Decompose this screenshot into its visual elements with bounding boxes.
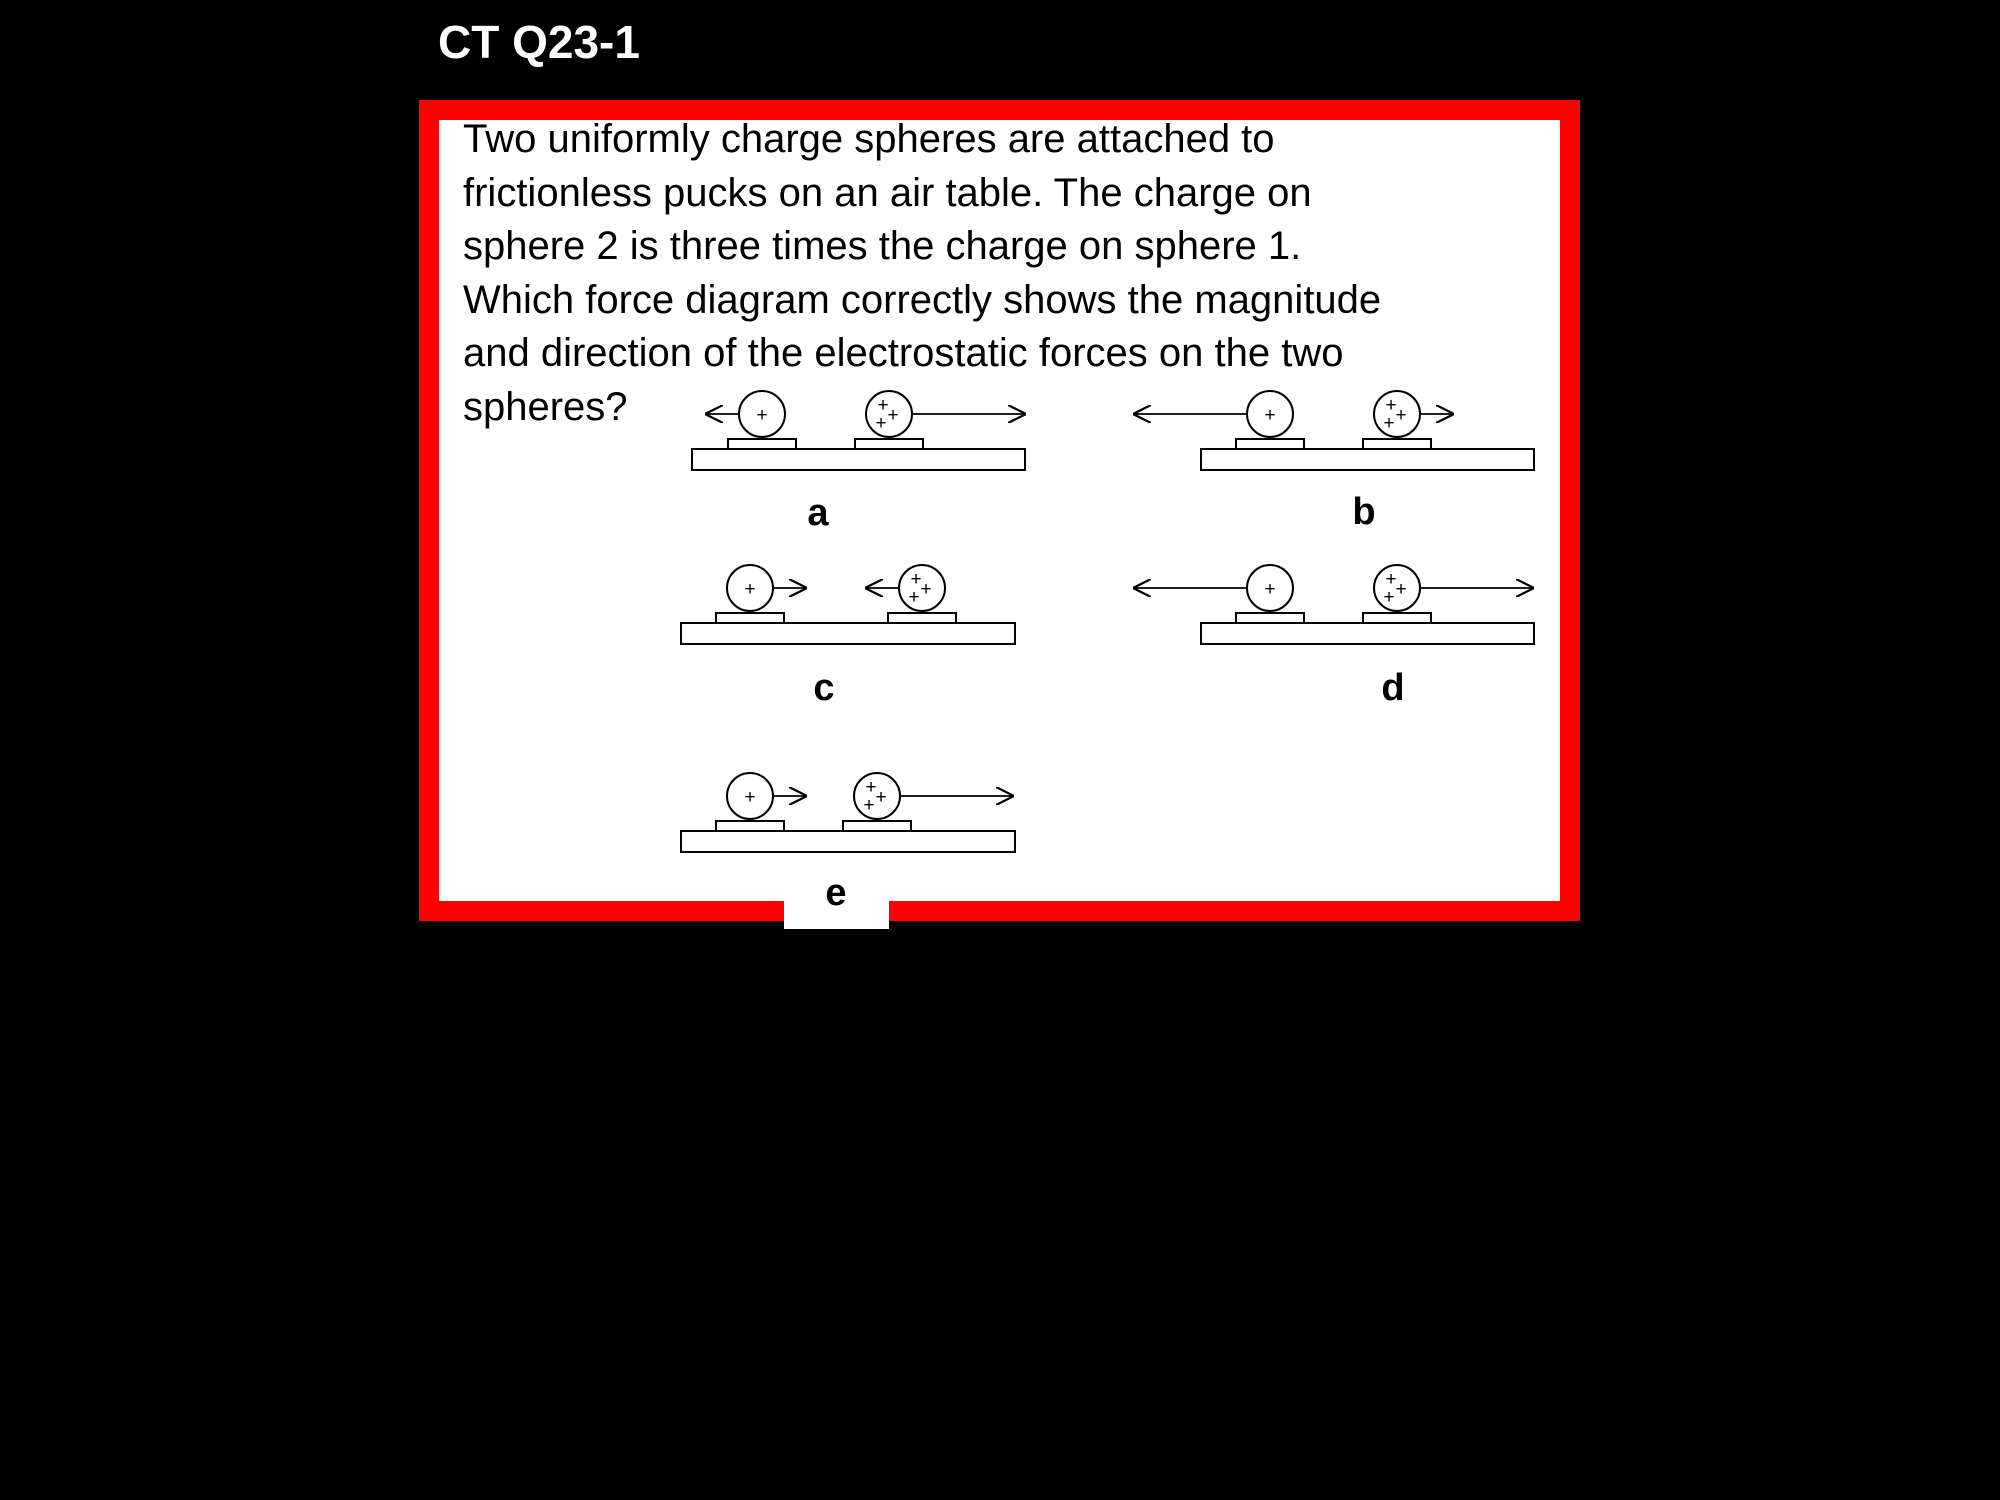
plus-charge: + bbox=[863, 795, 875, 816]
plus-charge: + bbox=[1395, 405, 1407, 426]
air-table bbox=[692, 449, 1025, 470]
plus-charge: + bbox=[875, 413, 887, 434]
slide-title: CT Q23-1 bbox=[438, 16, 640, 68]
puck bbox=[1363, 613, 1431, 623]
plus-charge: + bbox=[887, 405, 899, 426]
plus-charge: + bbox=[920, 579, 932, 600]
plus-charge: + bbox=[744, 787, 756, 808]
plus-charge: + bbox=[756, 405, 768, 426]
question-line: and direction of the electrostatic forces on the two bbox=[463, 331, 1344, 375]
option-label-a: a bbox=[807, 492, 829, 534]
plus-charge: + bbox=[910, 569, 922, 590]
option-label-d: d bbox=[1381, 667, 1405, 709]
puck bbox=[1236, 613, 1304, 623]
air-table bbox=[681, 623, 1015, 644]
air-table bbox=[681, 831, 1015, 852]
puck bbox=[855, 439, 923, 449]
question-line: sphere 2 is three times the charge on sphere 1. bbox=[463, 224, 1302, 268]
option-diagram-a bbox=[692, 391, 1026, 534]
plus-charge: + bbox=[1385, 395, 1397, 416]
plus-charge: + bbox=[875, 787, 887, 808]
option-diagram-e bbox=[681, 773, 1015, 914]
puck bbox=[1236, 439, 1304, 449]
option-label-c: c bbox=[813, 667, 835, 709]
plus-charge: + bbox=[1383, 413, 1395, 434]
puck bbox=[716, 613, 784, 623]
puck bbox=[843, 821, 911, 831]
air-table bbox=[1201, 449, 1534, 470]
plus-charge: + bbox=[1264, 579, 1276, 600]
plus-charge: + bbox=[1395, 579, 1407, 600]
question-line: frictionless pucks on an air table. The charge on bbox=[463, 170, 1312, 215]
puck bbox=[716, 821, 784, 831]
question-line: Which force diagram correctly shows the magnitude bbox=[463, 277, 1382, 322]
plus-charge: + bbox=[1264, 405, 1276, 426]
plus-charge: + bbox=[744, 579, 756, 600]
plus-charge: + bbox=[908, 587, 920, 608]
puck bbox=[888, 613, 956, 623]
option-diagram-c bbox=[681, 565, 1015, 709]
plus-charge: + bbox=[1383, 587, 1395, 608]
option-label-b: b bbox=[1352, 491, 1376, 533]
air-table bbox=[1201, 623, 1534, 644]
plus-charge: + bbox=[1385, 569, 1397, 590]
question-line: spheres? bbox=[463, 384, 628, 429]
puck bbox=[728, 439, 796, 449]
puck bbox=[1363, 439, 1431, 449]
plus-charge: + bbox=[877, 395, 889, 416]
option-diagram-d bbox=[1133, 565, 1534, 709]
plus-charge: + bbox=[865, 777, 877, 798]
question-line: Two uniformly charge spheres are attached to bbox=[463, 117, 1275, 161]
option-diagram-b bbox=[1133, 391, 1534, 533]
option-label-e: e bbox=[825, 872, 847, 914]
